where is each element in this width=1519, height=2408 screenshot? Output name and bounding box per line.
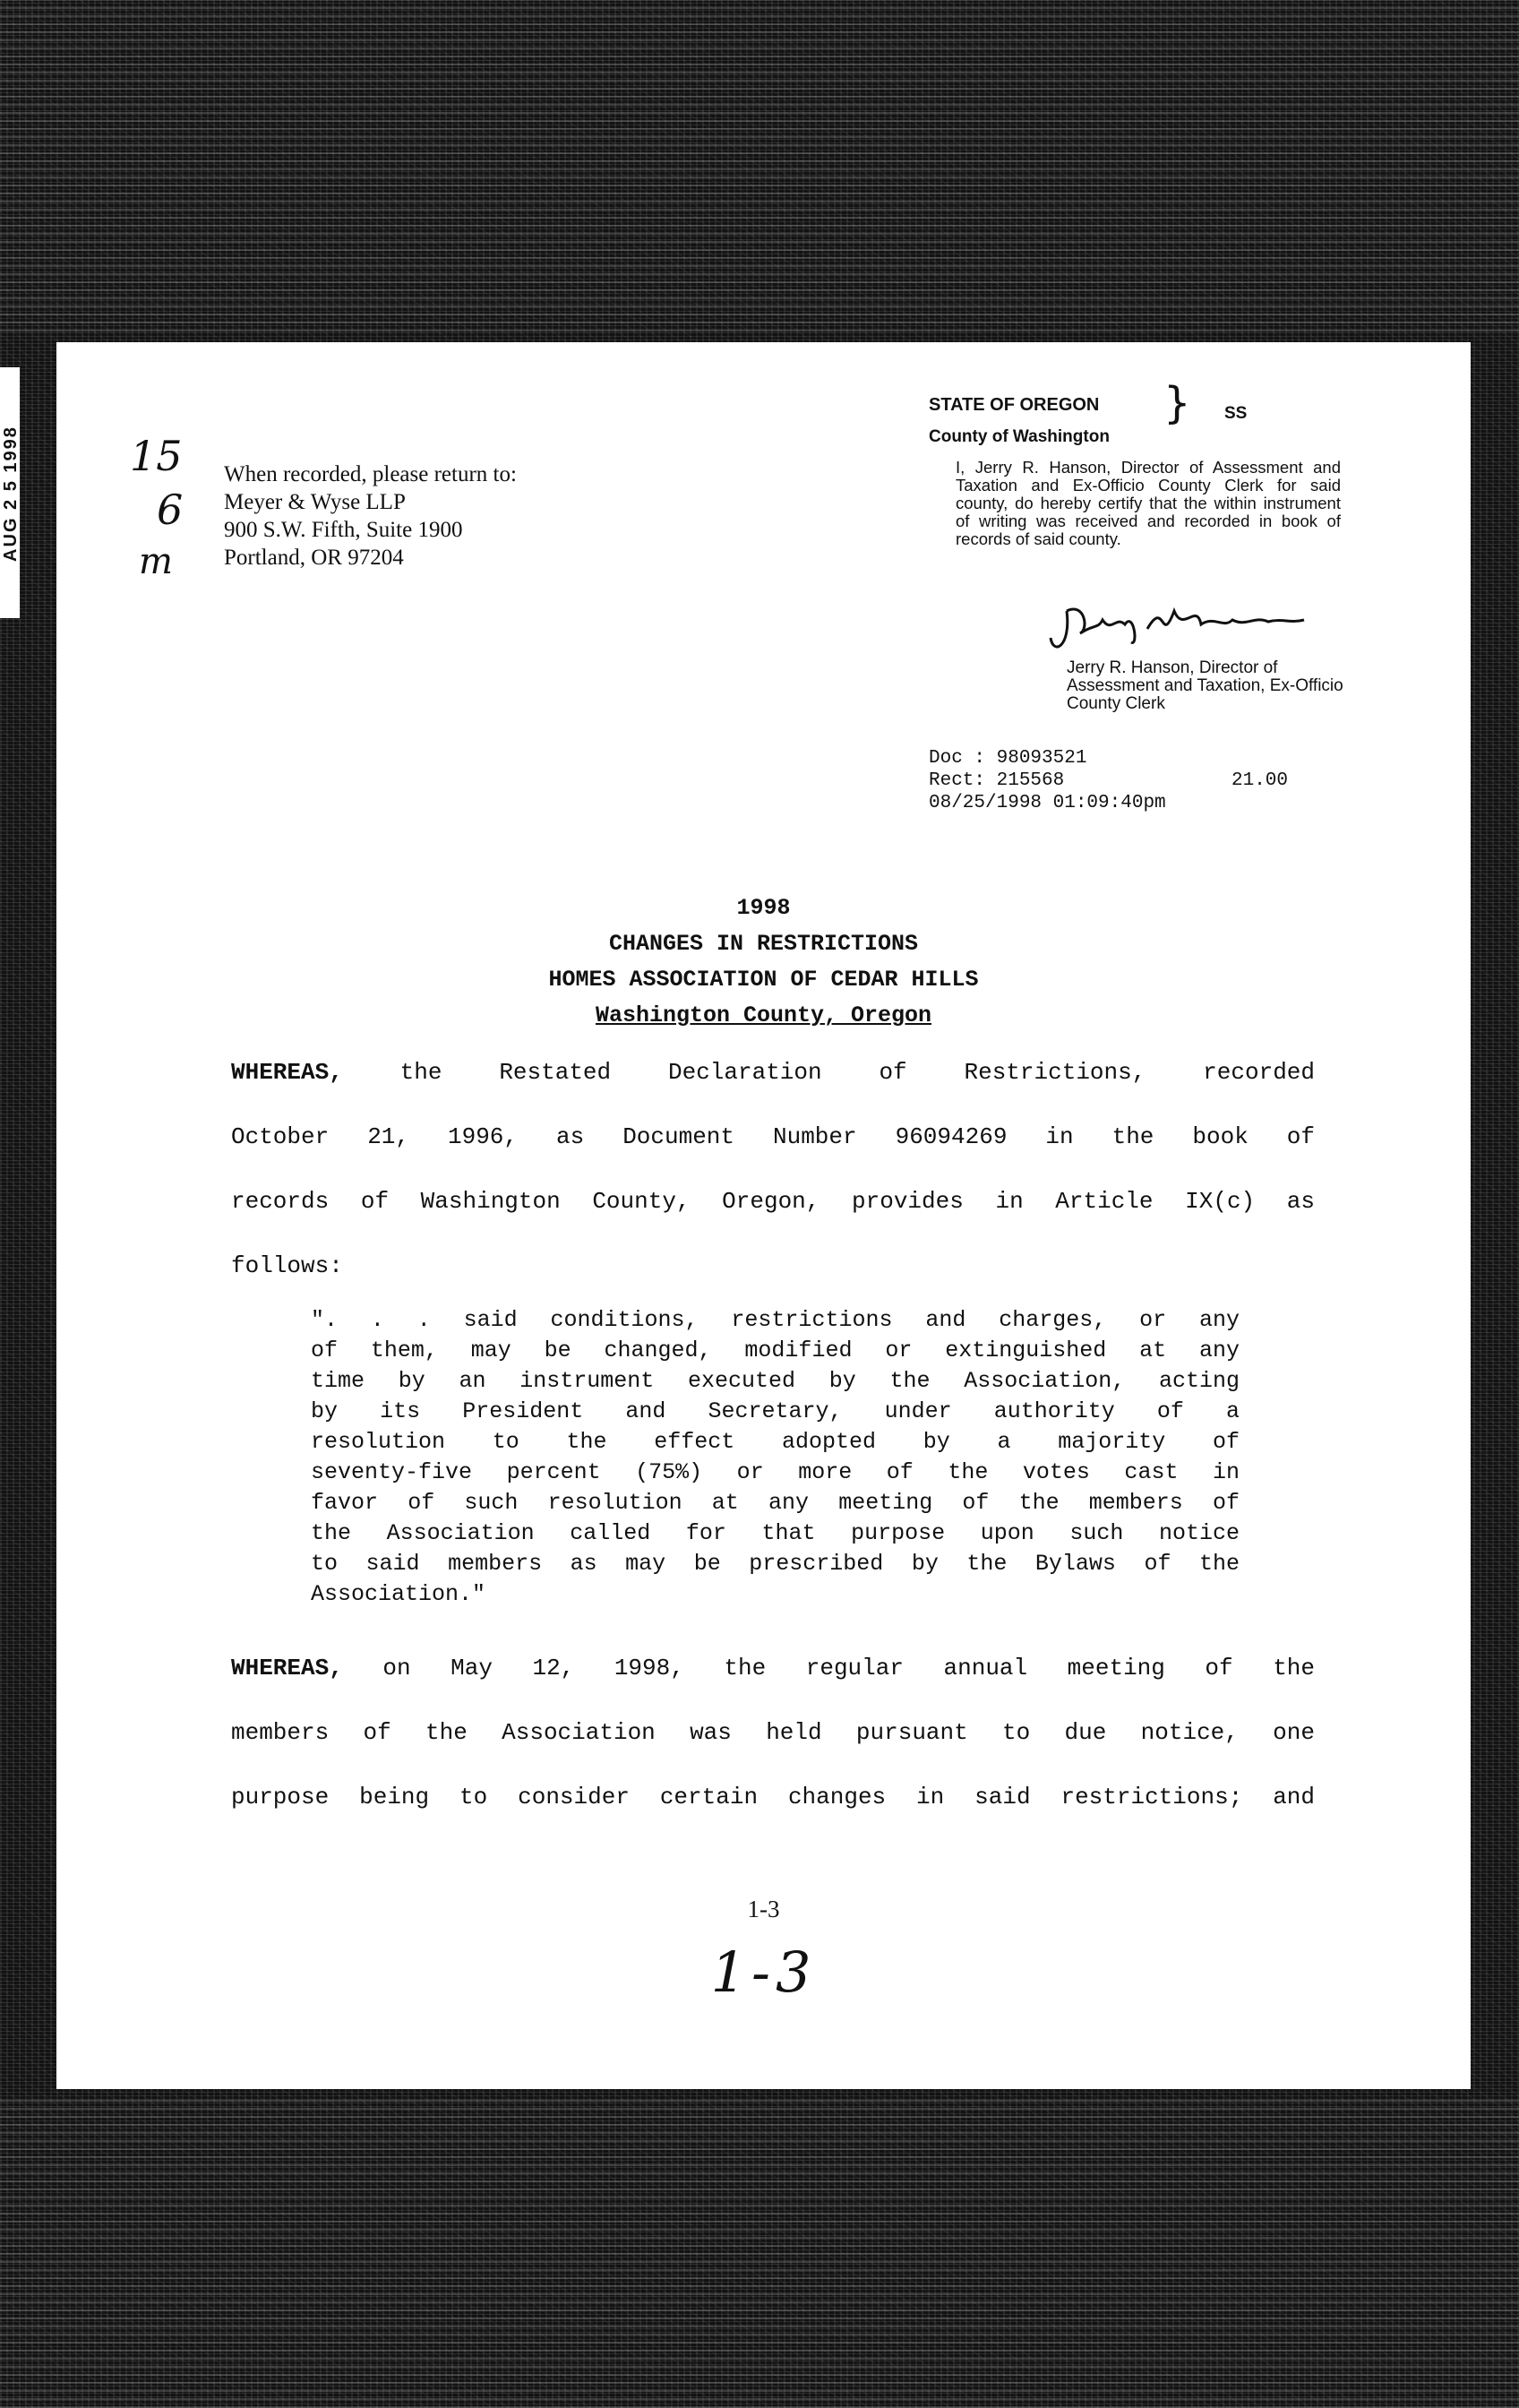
quote-line: to said members as may be prescribed by the Bylaws of the	[311, 1551, 1240, 1577]
recording-timestamp: 08/25/1998 01:09:40pm	[929, 793, 1166, 813]
paragraph-line: follows:	[231, 1252, 343, 1279]
document-page	[56, 342, 1471, 2089]
quote-line: by its President and Secretary, under authority of a	[311, 1398, 1240, 1424]
title-line-1: CHANGES IN RESTRICTIONS	[608, 931, 919, 957]
scan-streaks-top	[0, 0, 1519, 331]
return-city: Portland, OR 97204	[224, 546, 404, 570]
brace-glyph: }	[1163, 378, 1191, 428]
return-firm: Meyer & Wyse LLP	[224, 490, 406, 514]
recording-certificate	[929, 378, 1359, 548]
quote-line: Association."	[311, 1581, 486, 1607]
whereas-lead: WHEREAS,	[231, 1655, 343, 1681]
clerk-title: Jerry R. Hanson, Director of Assessment and Taxation, Ex-Officio County Clerk	[1067, 658, 1343, 713]
ss-label: SS	[1224, 404, 1248, 423]
quote-line: of them, may be changed, modified or extinguished at any	[311, 1337, 1240, 1363]
scan-streaks-bottom	[0, 2096, 1519, 2408]
handwritten-note-6: 6	[157, 486, 184, 534]
quote-line: resolution to the effect adopted by a majority of	[311, 1429, 1240, 1455]
county-label: County of Washington	[929, 427, 1110, 446]
paragraph-line: WHEREAS, on May 12, 1998, the regular annual meeting of the	[231, 1655, 1315, 1681]
quote-line: favor of such resolution at any meeting of the members of	[311, 1490, 1240, 1516]
handwritten-note-m: m	[139, 541, 173, 582]
return-heading: When recorded, please return to:	[224, 462, 517, 486]
fee-amount: 21.00	[1232, 770, 1289, 791]
title-year: 1998	[736, 895, 791, 921]
return-street: 900 S.W. Fifth, Suite 1900	[224, 518, 463, 542]
receipt-number: Rect: 215568	[929, 770, 1065, 791]
paragraph-line: members of the Association was held pursuant to due notice, one	[231, 1719, 1315, 1746]
quote-line: the Association called for that purpose upon such notice	[311, 1520, 1240, 1546]
edge-date-stamp: AUG 2 5 1998	[1, 426, 21, 562]
doc-number: Doc : 98093521	[929, 748, 1087, 769]
page-number: 1-3	[747, 1896, 780, 1922]
handwritten-page-number: 1-3	[710, 1939, 817, 2005]
certification-text: I, Jerry R. Hanson, Director of Assessment and Taxation and Ex-Officio County Clerk for said county, do hereby certify that the within instrument of writing was received and recorded in book of records of said county.	[956, 458, 1341, 548]
recording-stamp	[929, 747, 1289, 814]
whereas-paragraph-2	[231, 1655, 1315, 1848]
title-line-2: HOMES ASSOCIATION OF CEDAR HILLS	[548, 967, 979, 993]
clerk-signature	[1049, 593, 1309, 656]
quote-line: ". . . said conditions, restrictions and charges, or any	[311, 1307, 1240, 1333]
paragraph-line: records of Washington County, Oregon, provides in Article IX(c) as	[231, 1188, 1315, 1215]
quoted-article	[311, 1305, 1240, 1610]
quote-line: time by an instrument executed by the Association, acting	[311, 1368, 1240, 1394]
handwritten-note-15: 15	[130, 432, 183, 480]
paragraph-line: purpose being to consider certain changes in said restrictions; and	[231, 1784, 1315, 1810]
quote-line: seventy-five percent (75%) or more of the votes cast in	[311, 1459, 1240, 1485]
paragraph-line: October 21, 1996, as Document Number 96094269 in the book of	[231, 1123, 1315, 1150]
title-line-3: Washington County, Oregon	[595, 1002, 932, 1028]
paragraph-line: WHEREAS, the Restated Declaration of Restrictions, recorded	[231, 1059, 1315, 1086]
whereas-lead: WHEREAS,	[231, 1059, 343, 1086]
document-title	[56, 890, 1471, 1034]
state-label: STATE OF OREGON	[929, 395, 1100, 415]
return-address-block	[224, 460, 517, 572]
whereas-paragraph-1	[231, 1059, 1315, 1317]
